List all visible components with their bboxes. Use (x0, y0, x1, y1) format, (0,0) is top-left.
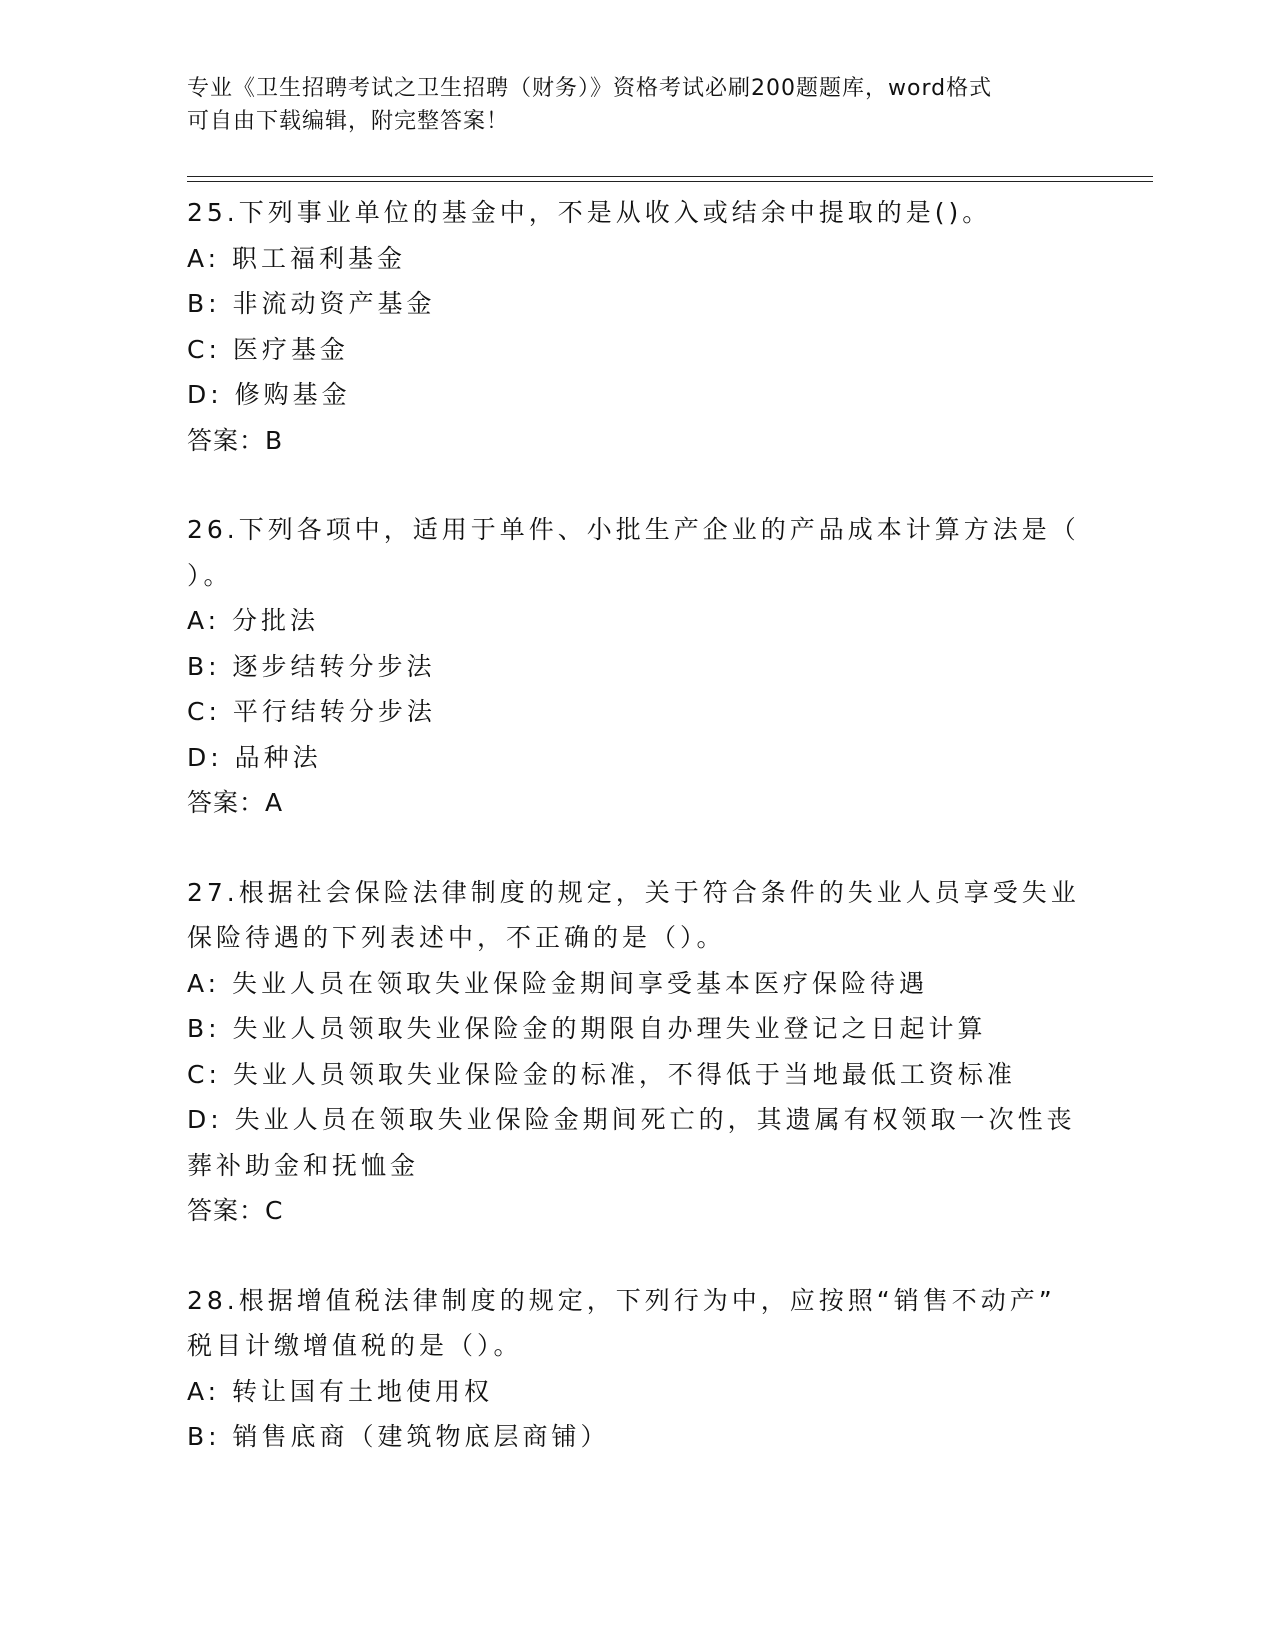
question-stem: 保险待遇的下列表述中，不正确的是（）。 (187, 923, 726, 952)
answer-key: 答案：A (187, 788, 284, 817)
answer-option: D: 失业人员在领取失业保险金期间死亡的，其遗属有权领取一次性丧 (187, 1105, 1076, 1134)
answer-option: C: 医疗基金 (187, 334, 349, 364)
document-header (187, 72, 1067, 138)
question-block (187, 190, 1087, 463)
question-stem: 25.下列事业单位的基金中，不是从收入或结余中提取的是()。 (187, 198, 992, 227)
header-divider-top (187, 176, 1153, 177)
answer-option: A: 职工福利基金 (187, 243, 407, 273)
answer-option: B: 销售底商（建筑物底层商铺） (187, 1422, 610, 1451)
question-stem: 26.下列各项中，适用于单件、小批生产企业的产品成本计算方法是（ (187, 515, 1080, 544)
answer-option: B: 逐步结转分步法 (187, 651, 436, 681)
header-line-2: 可自由下载编辑，附完整答案！ (187, 109, 510, 134)
answer-key: 答案：B (187, 425, 284, 455)
question-block (187, 507, 1087, 826)
header-divider-bottom (187, 181, 1153, 182)
answer-option: A: 分批法 (187, 606, 320, 635)
question-stem: ）。 (187, 560, 233, 590)
answer-option: D: 品种法 (187, 742, 322, 772)
answer-option: A: 转让国有土地使用权 (187, 1376, 494, 1406)
question-list (187, 190, 1087, 1504)
answer-option: B: 失业人员领取失业保险金的期限自办理失业登记之日起计算 (187, 1014, 987, 1043)
header-line-1: 专业《卫生招聘考试之卫生招聘（财务）》资格考试必刷200题题库，word格式 (187, 76, 993, 101)
answer-option: D: 修购基金 (187, 380, 351, 409)
question-stem: 28.根据增值税法律制度的规定，下列行为中，应按照“销售不动产” (187, 1285, 1056, 1315)
answer-option: B: 非流动资产基金 (187, 289, 436, 318)
answer-option: C: 失业人员领取失业保险金的标准，不得低于当地最低工资标准 (187, 1059, 1016, 1089)
answer-key: 答案：C (187, 1196, 284, 1225)
question-stem: 税目计缴增值税的是（）。 (187, 1331, 523, 1360)
question-block (187, 1278, 1087, 1460)
answer-option: A: 失业人员在领取失业保险金期间享受基本医疗保险待遇 (187, 968, 929, 998)
question-block (187, 870, 1087, 1234)
answer-option: 葬补助金和抚恤金 (187, 1150, 420, 1180)
answer-option: C: 平行结转分步法 (187, 697, 436, 726)
question-stem: 27.根据社会保险法律制度的规定，关于符合条件的失业人员享受失业 (187, 877, 1080, 907)
